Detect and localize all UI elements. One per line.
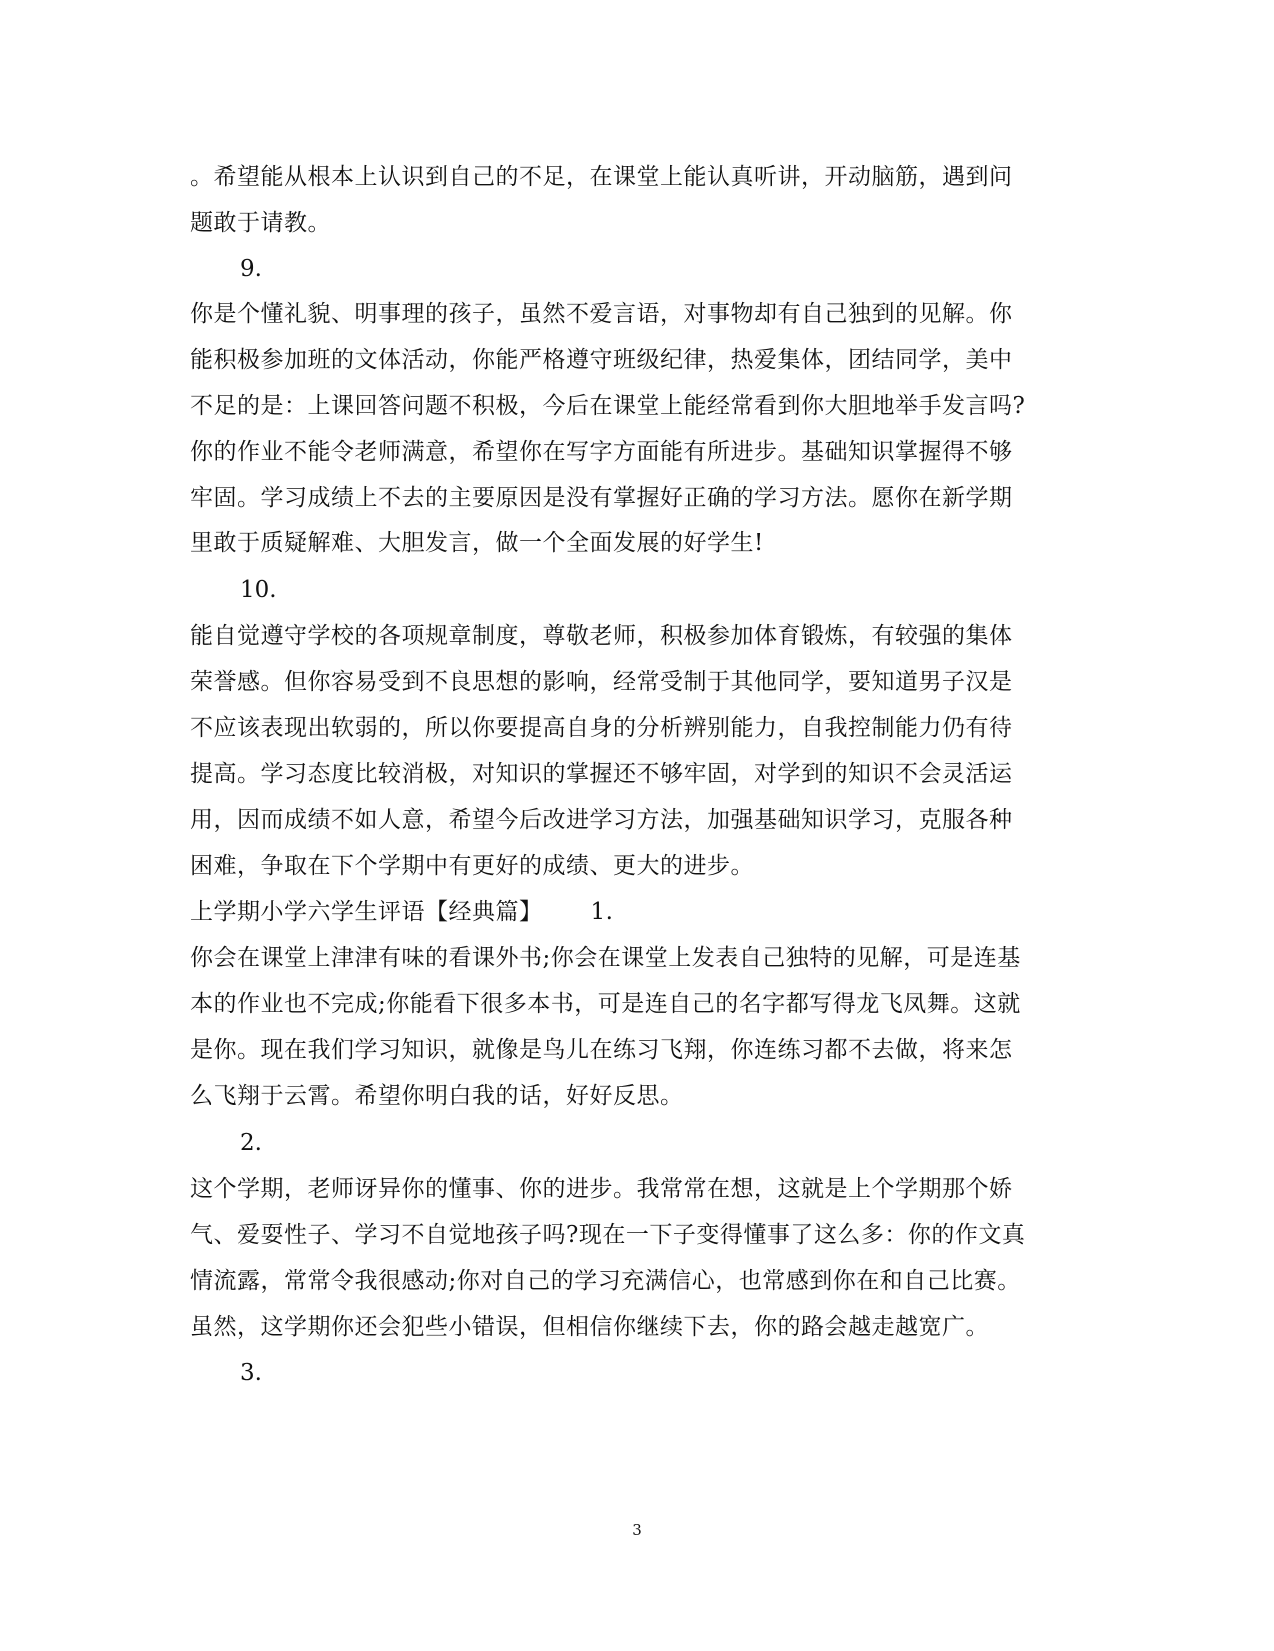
text-line: 你的作业不能令老师满意，希望你在写字方面能有所进步。基础知识掌握得不够 <box>190 439 1013 465</box>
text-line: 用，因而成绩不如人意，希望今后改进学习方法，加强基础知识学习，克服各种 <box>190 807 1013 833</box>
text-line: 是你。现在我们学习知识，就像是鸟儿在练习飞翔，你连练习都不去做，将来怎 <box>190 1037 1013 1063</box>
text-line: 不足的是：上课回答问题不积极，今后在课堂上能经常看到你大胆地举手发言吗? <box>190 393 1026 419</box>
text-line: 题敢于请教。 <box>190 210 331 236</box>
text-line: 不应该表现出软弱的，所以你要提高自身的分析辨别能力，自我控制能力仍有待 <box>190 715 1013 741</box>
section-heading <box>190 897 613 927</box>
text-line: 虽然，这学期你还会犯些小错误，但相信你继续下去，你的路会越走越宽广。 <box>190 1314 989 1340</box>
item-number: 10. <box>240 577 277 603</box>
item-number: 9. <box>240 256 262 282</box>
page-number: 3 <box>632 1521 642 1539</box>
text-line: 气、爱耍性子、学习不自觉地孩子吗?现在一下子变得懂事了这么多：你的作文真 <box>190 1222 1026 1248</box>
text-line: 能自觉遵守学校的各项规章制度，尊敬老师，积极参加体育锻炼，有较强的集体 <box>190 623 1013 649</box>
text-line: 牢固。学习成绩上不去的主要原因是没有掌握好正确的学习方法。愿你在新学期 <box>190 485 1013 511</box>
text-line: 本的作业也不完成;你能看下很多本书，可是连自己的名字都写得龙飞凤舞。这就 <box>190 991 1021 1017</box>
text-line: 能积极参加班的文体活动，你能严格遵守班级纪律，热爱集体，团结同学，美中 <box>190 347 1013 373</box>
item-number: 3. <box>240 1360 262 1386</box>
item-number: 2. <box>240 1130 262 1156</box>
text-line: 么飞翔于云霄。希望你明白我的话，好好反思。 <box>190 1083 684 1109</box>
text-line: 。希望能从根本上认识到自己的不足，在课堂上能认真听讲，开动脑筋，遇到问 <box>190 164 1013 190</box>
text-line: 荣誉感。但你容易受到不良思想的影响，经常受制于其他同学，要知道男子汉是 <box>190 669 1013 695</box>
item-number: 1. <box>590 899 614 925</box>
text-line: 提高。学习态度比较消极，对知识的掌握还不够牢固，对学到的知识不会灵活运 <box>190 761 1013 787</box>
section-heading-text: 上学期小学六学生评语【经典篇】 <box>190 899 543 925</box>
text-line: 情流露，常常令我很感动;你对自己的学习充满信心，也常感到你在和自己比赛。 <box>190 1268 1021 1294</box>
text-line: 你会在课堂上津津有味的看课外书;你会在课堂上发表自己独特的见解，可是连基 <box>190 945 1021 971</box>
text-line: 困难，争取在下个学期中有更好的成绩、更大的进步。 <box>190 853 754 879</box>
text-line: 这个学期，老师讶异你的懂事、你的进步。我常常在想，这就是上个学期那个娇 <box>190 1176 1013 1202</box>
text-line: 里敢于质疑解难、大胆发言，做一个全面发展的好学生! <box>190 530 764 556</box>
text-line: 你是个懂礼貌、明事理的孩子，虽然不爱言语，对事物却有自己独到的见解。你 <box>190 301 1013 327</box>
